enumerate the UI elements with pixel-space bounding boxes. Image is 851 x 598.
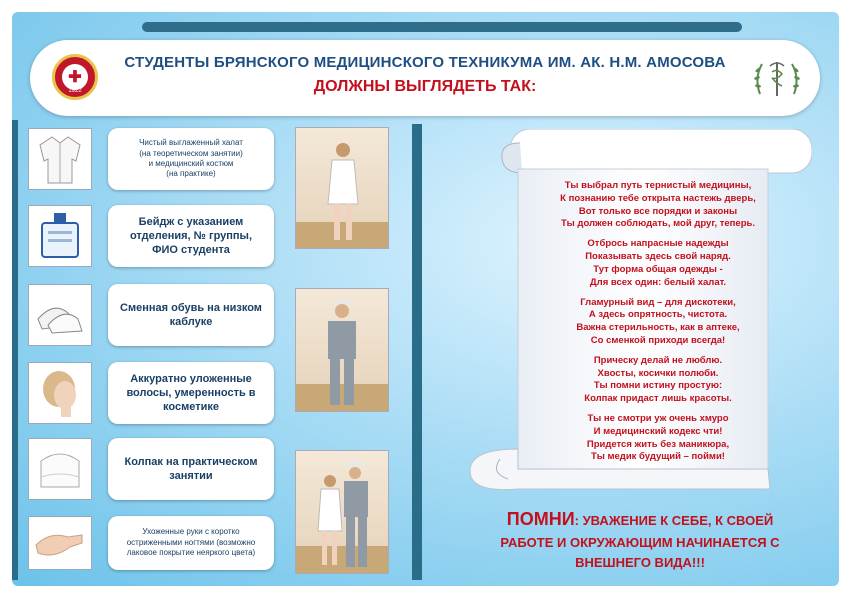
poem-line: А здесь опрятность, чистота. [588,309,728,321]
page-title: СТУДЕНТЫ БРЯНСКОГО МЕДИЦИНСКОГО ТЕХНИКУМА ИМ. АК. Н.М. АМОСОВА [124,54,726,71]
poem-line: Хвосты, косички полюби. [597,367,719,379]
poem-line: Важна стерильность, как в аптеке, [576,322,740,334]
poem-line: Ты должен соблюдать, мой друг, теперь. [561,218,755,230]
item-line: Бейдж с указанием [138,215,244,228]
poem [528,180,788,471]
photo-student-suit [295,288,389,412]
badge-icon [28,205,92,267]
poem-line: Показывать здесь свой наряд. [585,251,731,263]
remember-slogan [470,506,810,572]
item-line: остриженными ногтями (возможно [126,537,256,547]
hair-icon [28,362,92,424]
poem-stanza [528,180,788,231]
poem-line: Колпак придаст лишь красоты. [584,393,732,405]
requirement-badge [108,205,274,267]
slogan-line: РАБОТЕ И ОКРУЖАЮЩИМ НАЧИНАЕТСЯ С [500,535,780,550]
poem-stanza [528,413,788,464]
item-line: отделения, № группы, [129,229,252,242]
item-line: занятии [169,470,213,482]
poem-stanza [528,297,788,348]
item-line: ФИО студента [152,244,230,257]
poem-line: Тут форма общая одежды - [593,263,723,275]
poem-line: Ты не смотри уж очень хмуро [587,413,729,424]
requirement-coat [108,128,274,190]
item-line: Колпак на практическом [124,455,258,468]
poem-line: К познанию тебе открыта настежь дверь, [560,192,756,204]
top-bar [142,22,742,32]
item-line: (на практике) [166,169,216,179]
poster [12,12,839,586]
poem-line: И медицинский кодекс чти! [593,425,723,437]
hands-icon [28,516,92,570]
item-line: (на теоретическом занятии) [139,148,243,158]
poem-stanza [528,355,788,406]
requirement-cap [108,438,274,500]
poem-line: Прическу делай не люблю. [593,354,723,366]
poem-stanza [528,238,788,289]
header-banner [30,40,820,116]
poem-line: Со сменкой приходи всегда! [590,334,726,346]
item-line: Сменная обувь на низком [120,301,262,314]
shoes-icon [28,284,92,346]
item-line: и медицинский костюм [148,159,234,168]
college-logo-icon: ✚ 1922 [52,54,98,100]
caduceus-wreath-icon [752,56,802,100]
item-line: Чистый выглаженный халат [139,138,243,148]
column-divider [412,124,422,580]
item-line: волосы, умеренность в [126,386,256,399]
poem-line: Вот только все порядки и законы [578,205,738,217]
poem-line: Придется жить без маникюра, [586,438,730,450]
item-line: косметике [163,401,219,414]
poem-line: Для всех один: белый халат. [589,276,727,288]
poem-line: Ты выбрал путь тернистый медицины, [564,180,752,191]
slogan-line: : УВАЖЕНИЕ К СЕБЕ, К СВОЕЙ [574,513,774,528]
item-line: Ухоженные руки с коротко [142,527,240,537]
medical-cap-icon [28,438,92,500]
poem-line: Ты медик будущий – пойми! [591,451,725,463]
remember-word: ПОМНИ [506,509,575,529]
lab-coat-icon [28,128,92,190]
requirement-shoes [108,284,274,346]
poem-line: Ты помни истину простую: [593,380,723,392]
poem-line: Отбрось напрасные надежды [587,238,729,250]
item-line: лаковое покрытие неяркого цвета) [126,548,256,558]
item-line: каблуке [169,316,213,328]
photo-student-coat [295,127,389,249]
requirement-hair [108,362,274,424]
logo-year: 1922 [68,88,82,94]
slogan-line: ВНЕШНЕГО ВИДА!!! [575,554,705,570]
poem-line: Гламурный вид – для дискотеки, [580,296,736,308]
page-subtitle: ДОЛЖНЫ ВЫГЛЯДЕТЬ ТАК: [313,78,537,95]
requirement-hands [108,516,274,570]
photo-students-pair [295,450,389,574]
left-edge-bar [12,120,18,580]
item-line: Аккуратно уложенные [130,372,252,385]
